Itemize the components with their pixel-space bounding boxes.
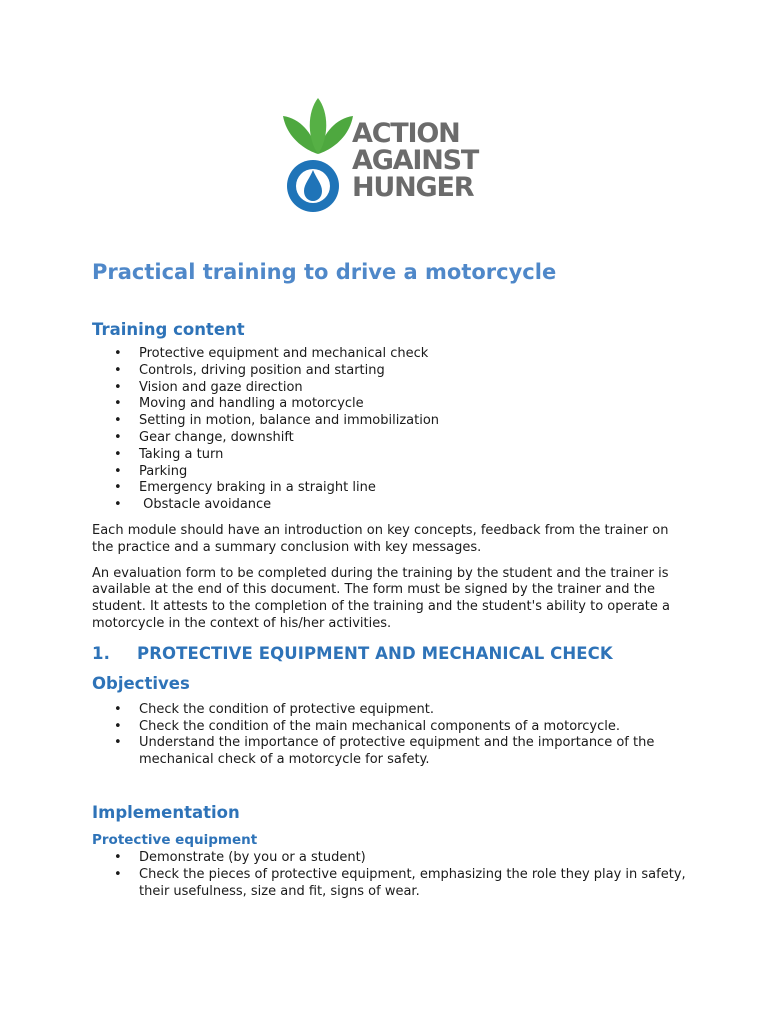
implementation-heading: Implementation [92,802,240,822]
action-against-hunger-logo [283,98,493,216]
training-content-heading: Training content [92,320,245,339]
module-intro-paragraph: Each module should have an introduction on key concepts, feedback from the trainer on the practice and a summary conclusion with key messages. [92,522,669,555]
logo-line-2: AGAINST [352,145,479,176]
list-item: • Taking a turn [114,446,224,462]
list-item: • Vision and gaze direction [114,379,303,395]
section-number: 1. [92,643,110,663]
page-title: Practical training to drive a motorcycle [92,260,557,284]
document-body [92,252,692,900]
objectives-list [92,702,692,769]
list-item: • Obstacle avoidance [114,497,272,513]
protective-equipment-list [92,850,692,900]
list-item: • Moving and handling a motorcycle [114,396,364,412]
section-title: PROTECTIVE EQUIPMENT AND MECHANICAL CHECK [137,643,613,663]
list-item: • Demonstrate (by you or a student) [114,849,366,865]
list-item: • Check the pieces of protective equipment, emphasizing the role they play in safety, their usefulness, size and fit, signs of wear. [114,866,686,899]
evaluation-form-paragraph: An evaluation form to be completed during the training by the student and the trainer is available at the end of this document. The form must be signed by the trainer and the student. It attests to the completion of the training and the student's ability to operate a motorcycle in the context of his/her activities. [92,565,670,631]
objectives-heading: Objectives [92,673,190,693]
logo-line-3: HUNGER [352,172,474,203]
section-1-heading [92,642,692,666]
logo-line-1: ACTION [352,118,460,149]
list-item: • Check the condition of protective equipment. [114,701,435,717]
list-item: • Gear change, downshift [114,429,294,445]
leaf-and-water-drop-icon [283,98,353,216]
list-item: • Protective equipment and mechanical check [114,346,429,361]
training-content-list [92,346,692,514]
list-item: • Controls, driving position and starting [114,362,385,378]
list-item: • Parking [114,463,188,479]
list-item: • Understand the importance of protective equipment and the importance of the mechanical check of a motorcycle for safety. [114,735,655,768]
protective-equipment-heading: Protective equipment [92,831,258,848]
list-item: • Emergency braking in a straight line [114,480,376,496]
list-item: • Check the condition of the main mechanical components of a motorcycle. [114,718,620,734]
list-item: • Setting in motion, balance and immobilization [114,413,440,429]
logo-wordmark [352,120,478,201]
